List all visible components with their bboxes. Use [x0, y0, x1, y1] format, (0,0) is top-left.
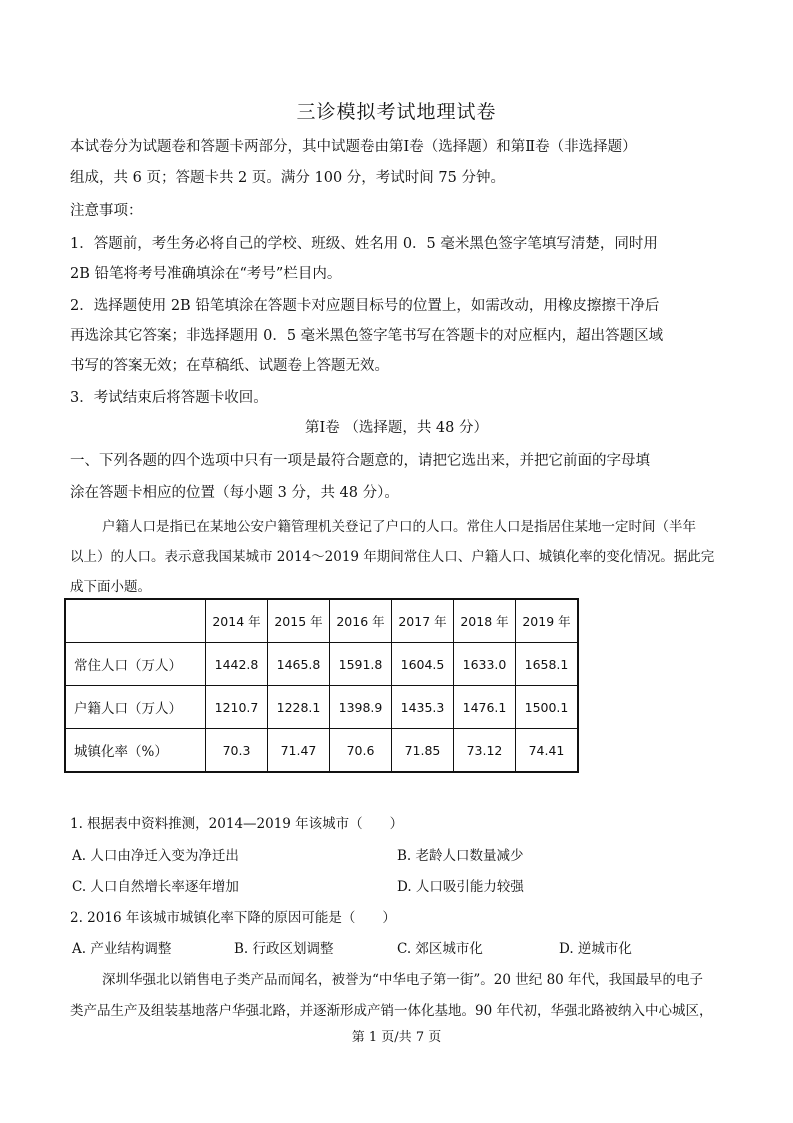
table-cell: 1633.0	[454, 643, 516, 686]
table-cell: 70.6	[330, 729, 392, 773]
row-label: 城镇化率（%）	[65, 729, 206, 773]
passage1-line-1: 户籍人口是指已在某地公安户籍管理机关登记了户口的人口。常住人口是指居住某地一定时间（半年	[102, 519, 696, 535]
question-2-option-a: A. 产业结构调整	[72, 941, 172, 957]
intro-line-1: 本试卷分为试题卷和答题卡两部分，其中试题卷由第Ⅰ卷（选择题）和第Ⅱ卷（非选择题）	[70, 139, 637, 155]
table-row	[65, 729, 578, 773]
table-cell: 1658.1	[516, 643, 579, 686]
table-row	[65, 686, 578, 729]
population-table	[64, 598, 579, 773]
note-2-line-2: 再选涂其它答案；非选择题用 0．5 毫米黑色签字笔书写在答题卡的对应框内，超出答题区域	[70, 328, 664, 344]
table-header-cell: 2016 年	[330, 599, 392, 643]
table-cell: 1476.1	[454, 686, 516, 729]
table-cell: 1465.8	[268, 643, 330, 686]
table-corner-cell	[65, 599, 206, 643]
part1-instruction-line-1: 一、下列各题的四个选项中只有一项是最符合题意的，请把它选出来，并把它前面的字母填	[70, 453, 650, 469]
row-label: 户籍人口（万人）	[65, 686, 206, 729]
table-cell: 1604.5	[392, 643, 454, 686]
table-cell: 1591.8	[330, 643, 392, 686]
table-cell: 70.3	[206, 729, 268, 773]
question-1-option-d: D. 人口吸引能力较强	[397, 879, 524, 895]
table-cell: 74.41	[516, 729, 579, 773]
table-cell: 1442.8	[206, 643, 268, 686]
table-header-cell: 2014 年	[206, 599, 268, 643]
page-title: 三诊模拟考试地理试卷	[296, 101, 497, 123]
question-2-option-b: B. 行政区划调整	[234, 941, 334, 957]
question-2-stem: 2. 2016 年该城市城镇化率下降的原因可能是（ ）	[70, 910, 396, 926]
table-cell: 71.47	[268, 729, 330, 773]
table-cell: 1435.3	[392, 686, 454, 729]
page-footer: 第 1 页/共 7 页	[351, 1030, 442, 1045]
note-1-line-1: 1．答题前，考生务必将自己的学校、班级、姓名用 0．5 毫米黑色签字笔填写清楚，同时用	[70, 236, 658, 252]
table-header-row	[65, 599, 578, 643]
question-1-option-b: B. 老龄人口数量减少	[397, 848, 524, 864]
note-2-line-3: 书写的答案无效；在草稿纸、试题卷上答题无效。	[70, 358, 389, 374]
table-header-cell: 2018 年	[454, 599, 516, 643]
question-2-option-c: C. 郊区城市化	[397, 941, 483, 957]
note-2-line-1: 2．选择题使用 2B 铅笔填涂在答题卡对应题目标号的位置上，如需改动，用橡皮擦擦干净后	[70, 298, 660, 314]
table-header-cell: 2019 年	[516, 599, 579, 643]
table-cell: 1228.1	[268, 686, 330, 729]
notes-heading: 注意事项：	[70, 203, 143, 219]
note-3: 3．考试结束后将答题卡收回。	[70, 390, 268, 406]
table-row	[65, 643, 578, 686]
question-1-stem: 1. 根据表中资料推测，2014—2019 年该城市（ ）	[70, 816, 404, 832]
table-header-cell: 2015 年	[268, 599, 330, 643]
section-heading: 第Ⅰ卷 （选择题，共 48 分）	[304, 420, 488, 436]
passage2-line-1: 深圳华强北以销售电子类产品而闻名，被誉为“中华电子第一街”。20 世纪 80 年代，我国最早的电子	[102, 972, 704, 988]
intro-line-2: 组成，共 6 页；答题卡共 2 页。满分 100 分，考试时间 75 分钟。	[70, 170, 505, 186]
passage1-line-2: 以上）的人口。表示意我国某城市 2014～2019 年期间常住人口、户籍人口、城镇化率的变化情况。据此完	[70, 549, 715, 565]
question-2-option-d: D. 逆城市化	[559, 941, 632, 957]
table-cell: 71.85	[392, 729, 454, 773]
passage2-line-2: 类产品生产及组装基地落户华强北路，并逐渐形成产销一体化基地。90 年代初，华强北路被纳入中心城区，	[70, 1003, 713, 1019]
question-1-option-a: A. 人口由净迁入变为净迁出	[72, 848, 239, 864]
passage1-line-3: 成下面小题。	[70, 579, 151, 595]
table-header-cell: 2017 年	[392, 599, 454, 643]
question-1-option-c: C. 人口自然增长率逐年增加	[72, 879, 239, 895]
table-cell: 1398.9	[330, 686, 392, 729]
note-1-line-2: 2B 铅笔将考号准确填涂在“考号”栏目内。	[70, 266, 342, 282]
table-cell: 73.12	[454, 729, 516, 773]
table-cell: 1500.1	[516, 686, 579, 729]
table-cell: 1210.7	[206, 686, 268, 729]
part1-instruction-line-2: 涂在答题卡相应的位置（每小题 3 分，共 48 分）。	[70, 485, 399, 501]
row-label: 常住人口（万人）	[65, 643, 206, 686]
